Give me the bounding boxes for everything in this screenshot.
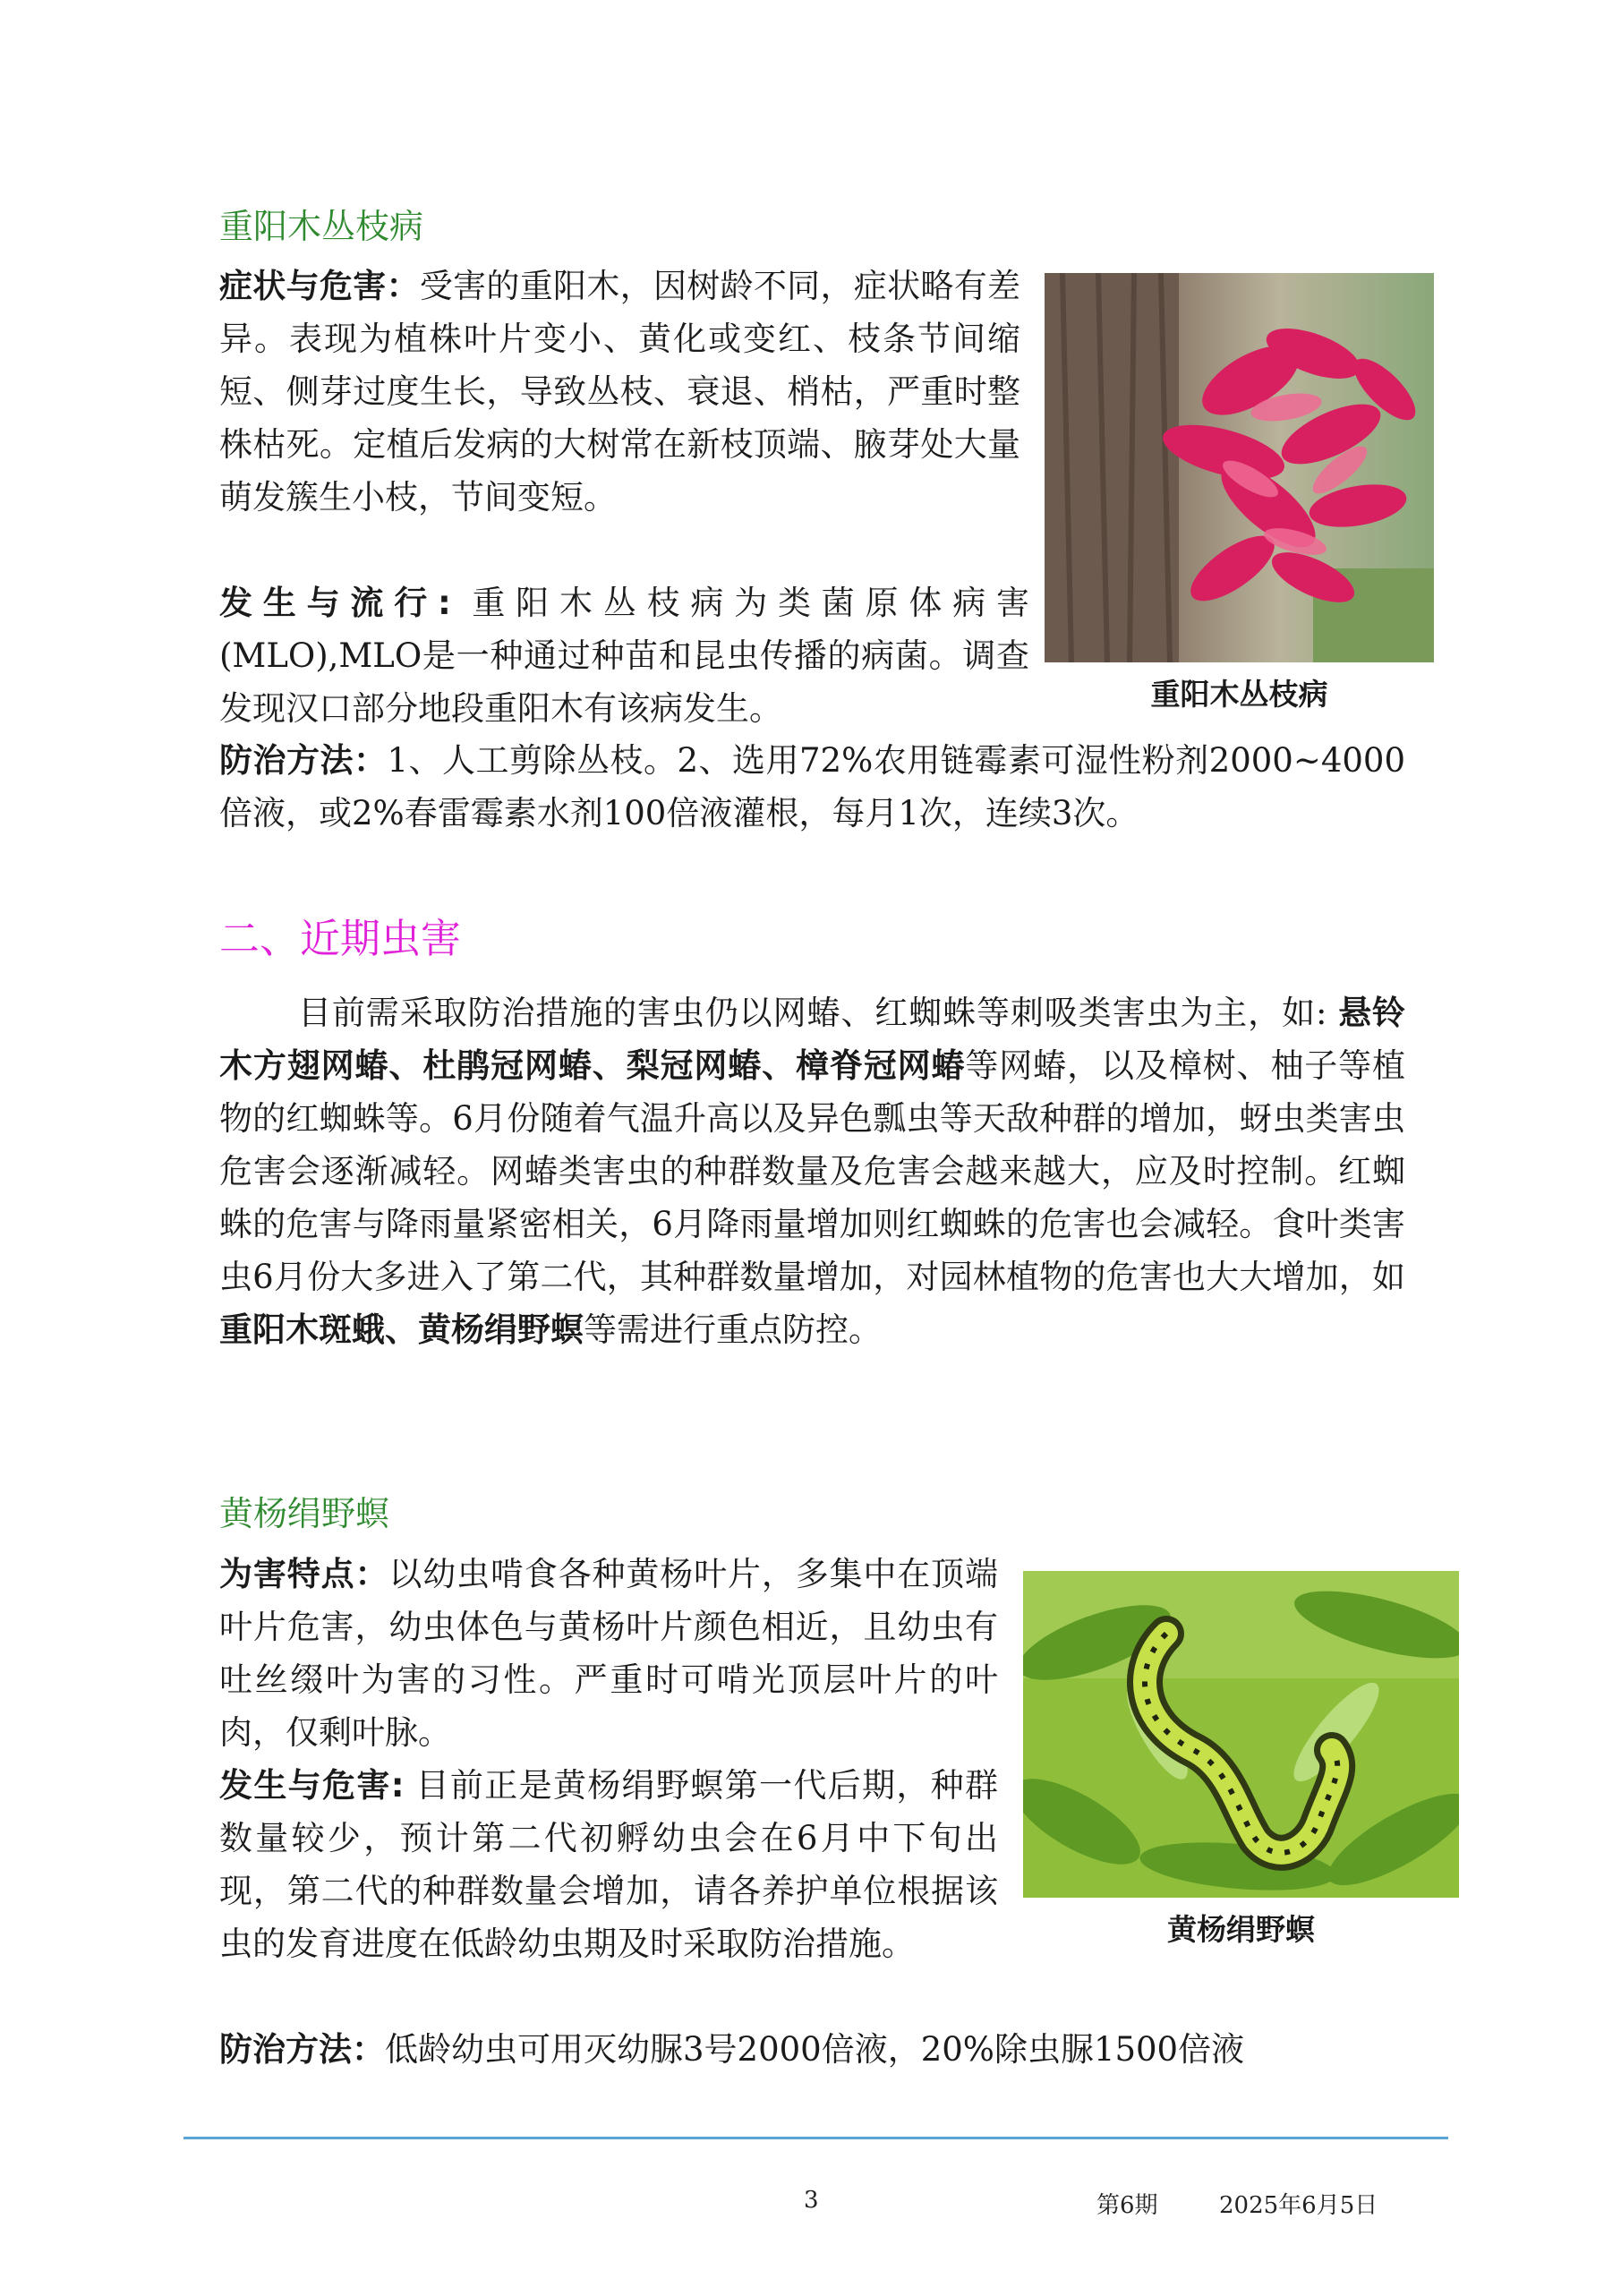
recent-pests-text-2: 等网蝽，以及樟树、柚子等植物的红蜘蛛等。6月份随着气温升高以及异色瓢虫等天敌种群的增加，蚜虫类害虫危害会逐渐减轻。网蝽类害虫的种群数量及危害会越来越大，应及时控制。红蜘蛛的危害与降雨量紧密相关，6月降雨量增加则红蜘蛛的危害也会减轻。食叶类害虫6月份大多进入了第二代，其种群数量增加，对园林植物的危害也大大增加，如 xyxy=(219,1046,1406,1296)
recent-pests-text-3: 等需进行重点防控。 xyxy=(584,1310,882,1349)
harm-paragraph xyxy=(219,1548,998,1759)
moth-occurrence-text: 目前正是黄杨绢野螟第一代后期，种群数量较少，预计第二代初孵幼虫会在6月中下旬出现，第二代的种群数量会增加，请各养护单位根据该虫的发育进度在低龄幼虫期及时采取防治措施。 xyxy=(219,1766,999,1963)
harm-label: 为害特点： xyxy=(219,1555,389,1593)
recent-pests-bold-1: 悬铃木方翅网蝽、杜鹃冠网蝽、梨冠网蝽、樟脊冠网蝽 xyxy=(219,994,1405,1085)
section-title-cluster-disease: 重阳木丛枝病 xyxy=(219,207,424,246)
issue-number: 第6期 xyxy=(1096,2192,1158,2219)
recent-pests-bold-2: 重阳木斑蛾、黄杨绢野螟 xyxy=(219,1310,584,1349)
issue-date: 2025年6月5日 xyxy=(1219,2192,1378,2219)
occurrence-text: 重阳木丛枝病为类菌原体病害(MLO),MLO是一种通过种苗和昆虫传播的病菌。调查发现汉口部分地段重阳木有该病发生。 xyxy=(219,584,1030,728)
occurrence-paragraph xyxy=(219,576,1029,735)
occurrence-label: 发生与流行: xyxy=(219,584,451,622)
symptom-label: 症状与危害： xyxy=(219,267,420,305)
section-title-recent-pests: 二、近期虫害 xyxy=(219,915,462,962)
moth-occurrence-label: 发生与危害: xyxy=(219,1766,405,1805)
symptom-text: 受害的重阳木，因树龄不同，症状略有差异。表现为植株叶片变小、黄化或变红、枝条节间缩短、侧芽过度生长，导致丛枝、衰退、梢枯，严重时整株枯死。定植后发病的大树常在新枝顶端、腋芽处大量萌发簇生小枝，节间变短。 xyxy=(219,267,1021,516)
box-moth-photo xyxy=(1023,1571,1459,1898)
moth-control-label: 防治方法： xyxy=(219,2030,385,2069)
box-moth-caption: 黄杨绢野螟 xyxy=(1167,1912,1315,1947)
section-title-box-moth: 黄杨绢野螟 xyxy=(219,1494,390,1533)
control-label: 防治方法： xyxy=(219,741,388,780)
control-paragraph xyxy=(219,734,1405,840)
moth-control-text: 低龄幼虫可用灭幼脲3号2000倍液，20%除虫脲1500倍液 xyxy=(385,2030,1245,2069)
page-number: 3 xyxy=(804,2187,819,2214)
cluster-disease-caption: 重阳木丛枝病 xyxy=(1150,677,1328,712)
symptom-paragraph xyxy=(219,260,1020,524)
cluster-disease-photo xyxy=(1045,273,1434,662)
footer-divider xyxy=(183,2137,1448,2139)
moth-control-paragraph xyxy=(219,2023,1405,2076)
control-text: 1、人工剪除丛枝。2、选用72%农用链霉素可湿性粉剂2000~4000倍液，或2%春雷霉素水剂100倍液灌根，每月1次，连续3次。 xyxy=(219,741,1405,832)
harm-text: 以幼虫啃食各种黄杨叶片，多集中在顶端叶片危害，幼虫体色与黄杨叶片颜色相近，且幼虫有吐丝缀叶为害的习性。严重时可啃光顶层叶片的叶肉，仅剩叶脉。 xyxy=(219,1555,999,1752)
moth-occurrence-paragraph xyxy=(219,1759,998,1970)
recent-pests-paragraph xyxy=(219,986,1405,1356)
recent-pests-text-1: 目前需采取防治措施的害虫仍以网蝽、红蜘蛛等刺吸类害虫为主，如: xyxy=(298,994,1339,1032)
